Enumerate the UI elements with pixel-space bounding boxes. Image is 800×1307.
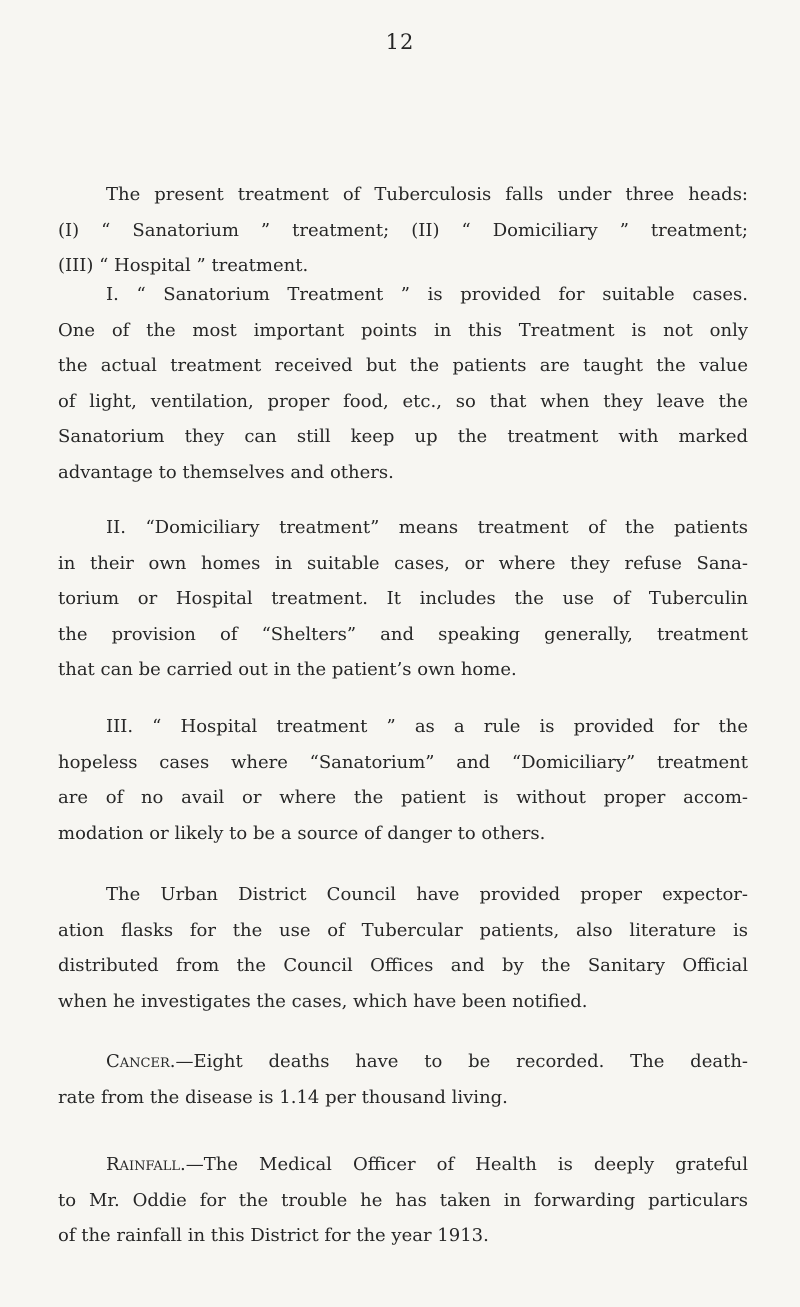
- text-line: to Mr. Oddie for the trouble he has taken in forwarding particulars: [58, 1189, 748, 1211]
- text-line: that can be carried out in the patient’s own home.: [58, 659, 517, 680]
- text-line: distributed from the Council Offices and by the Sanitary Official: [58, 955, 748, 976]
- paragraph-rainfall: [58, 1147, 748, 1254]
- text-line: of light, ventilation, proper food, etc., so that when they leave the: [58, 390, 748, 412]
- paragraph-sanatorium-treatment: [58, 277, 748, 490]
- text-line: ation flasks for the use of Tubercular patients, also literature is: [58, 919, 748, 941]
- section-heading-cancer: Cancer.: [106, 1051, 176, 1072]
- text-line: (I) “ Sanatorium ” treatment; (II) “ Domiciliary ” treatment;: [58, 219, 748, 241]
- text-line: (III) “ Hospital ” treatment.: [58, 255, 309, 276]
- text-line: rate from the disease is 1.14 per thousand living.: [58, 1086, 508, 1108]
- text-line: the actual treatment received but the patients are taught the value: [58, 355, 748, 376]
- paragraph-hospital-treatment: [58, 709, 748, 851]
- text-line: The Urban District Council have provided proper expector-: [106, 884, 748, 905]
- text-line: [58, 1147, 748, 1183]
- text-run: —The Medical Officer of Health is deeply grateful: [185, 1154, 748, 1175]
- text-line: Sanatorium they can still keep up the treatment with marked: [58, 426, 748, 447]
- text-line: are of no avail or where the patient is without proper accom-: [58, 787, 748, 808]
- text-line: when he investigates the cases, which have been notified.: [58, 990, 588, 1012]
- text-line: III. “ Hospital treatment ” as a rule is provided for the: [106, 716, 748, 737]
- text-line: in their own homes in suitable cases, or where they refuse Sana-: [58, 552, 748, 574]
- paragraph-expectoration-flasks: [58, 877, 748, 1019]
- text-line: advantage to themselves and others.: [58, 461, 394, 483]
- text-line: One of the most important points in this Treatment is not only: [58, 319, 748, 341]
- paragraph-treatment-heads: [58, 177, 748, 284]
- text-line: the provision of “Shelters” and speaking generally, treatment: [58, 623, 748, 645]
- text-line: modation or likely to be a source of danger to others.: [58, 822, 546, 844]
- text-line: [58, 1044, 748, 1080]
- text-run: —Eight deaths have to be recorded. The death-: [175, 1051, 748, 1072]
- text-line: The present treatment of Tuberculosis falls under three heads:: [106, 184, 748, 205]
- text-line: torium or Hospital treatment. It includes the use of Tuberculin: [58, 588, 748, 609]
- text-line: I. “ Sanatorium Treatment ” is provided for suitable cases.: [106, 284, 748, 305]
- text-line: of the rainfall in this District for the year 1913.: [58, 1225, 489, 1246]
- section-heading-rainfall: Rainfall.: [106, 1154, 186, 1175]
- page-number: 12: [385, 30, 415, 54]
- paragraph-cancer: [58, 1044, 748, 1115]
- text-line: II. “Domiciliary treatment” means treatment of the patients: [106, 517, 748, 538]
- paragraph-domiciliary-treatment: [58, 510, 748, 688]
- text-line: hopeless cases where “Sanatorium” and “Domiciliary” treatment: [58, 751, 748, 773]
